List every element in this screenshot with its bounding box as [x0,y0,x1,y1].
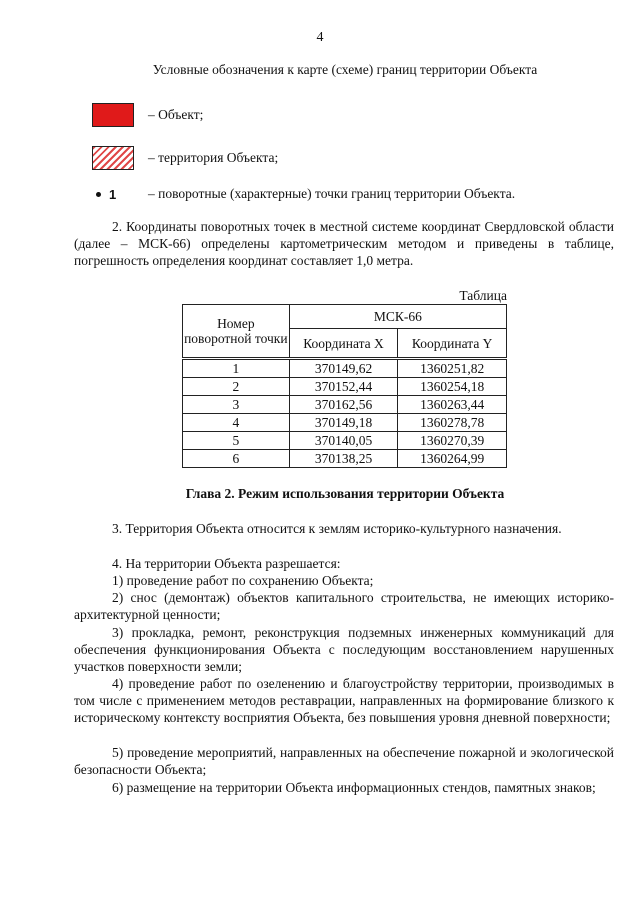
list-item-6: 6) размещение на территории Объекта информационных стендов, памятных знаков; [112,780,596,795]
paragraph-3: 3. Территория Объекта относится к землям историко-культурного назначения. [112,521,562,536]
legend-label-points: – поворотные (характерные) точки границ территории Объекта. [148,186,516,201]
table-row [183,414,507,432]
cell-x: 370152,44 [289,378,398,396]
legend-item-points [92,182,515,206]
cell-number: 3 [183,396,290,414]
point-symbol-number: 1 [109,186,117,202]
header-point-number: Номер поворотной точки [183,305,290,359]
coordinates-table [182,304,507,468]
cell-x: 370138,25 [289,450,398,468]
point-dot-icon [96,192,101,197]
paragraph-2: 2. Координаты поворотных точек в местной системе координат Свердловской области (далее – МСК-66) определены картометрическим методом и приведены в таблице, погрешность определения координат составляет 1,0 метра. [74,219,614,268]
page-number: 4 [316,30,324,45]
cell-x: 370140,05 [289,432,398,450]
cell-y: 1360270,39 [398,432,507,450]
object-swatch [92,103,134,127]
list-item-2: 2) снос (демонтаж) объектов капитального строительства, не имеющих историко-архитектурной ценности; [74,590,614,622]
turning-point-symbol [92,187,134,202]
list-item-1: 1) проведение работ по сохранению Объекта; [112,573,374,588]
table-row [183,450,507,468]
header-system: МСК-66 [289,305,506,329]
table-row [183,378,507,396]
legend-item-object [92,103,203,127]
cell-number: 5 [183,432,290,450]
territory-hatch-swatch [92,146,134,170]
chapter-title: Глава 2. Режим использования территории Объекта [185,486,505,501]
list-item-5: 5) проведение мероприятий, направленных на обеспечение пожарной и экологической безопасности Объекта; [74,745,614,777]
legend-label-territory: – территория Объекта; [148,150,279,165]
legend-label-object: – Объект; [148,107,204,122]
header-coord-x: Координата X [289,329,398,359]
table-row [183,432,507,450]
legend-item-territory [92,146,278,170]
list-item-3: 3) прокладка, ремонт, реконструкция подземных инженерных коммуникаций для обеспечения функционирования Объекта с последующим восстановлением нарушенных участков поверхности земли; [74,625,614,674]
list-item-4: 4) проведение работ по озеленению и благоустройству территории, производимых в том числе с применением методов реставрации, направленных на формирование близкого к историческому контексту восприятия Объекта, без повышения уровня дневной поверхности; [74,676,614,725]
cell-number: 1 [183,359,290,378]
cell-y: 1360251,82 [398,359,507,378]
cell-x: 370149,18 [289,414,398,432]
cell-x: 370149,62 [289,359,398,378]
header-coord-y: Координата Y [398,329,507,359]
table-row [183,359,507,378]
cell-y: 1360254,18 [398,378,507,396]
table-row [183,396,507,414]
cell-number: 6 [183,450,290,468]
cell-y: 1360278,78 [398,414,507,432]
cell-y: 1360263,44 [398,396,507,414]
cell-number: 2 [183,378,290,396]
table-caption: Таблица [459,288,507,303]
legend-title: Условные обозначения к карте (схеме) границ территории Объекта [152,62,538,77]
cell-number: 4 [183,414,290,432]
paragraph-4: 4. На территории Объекта разрешается: [112,556,341,571]
cell-y: 1360264,99 [398,450,507,468]
cell-x: 370162,56 [289,396,398,414]
